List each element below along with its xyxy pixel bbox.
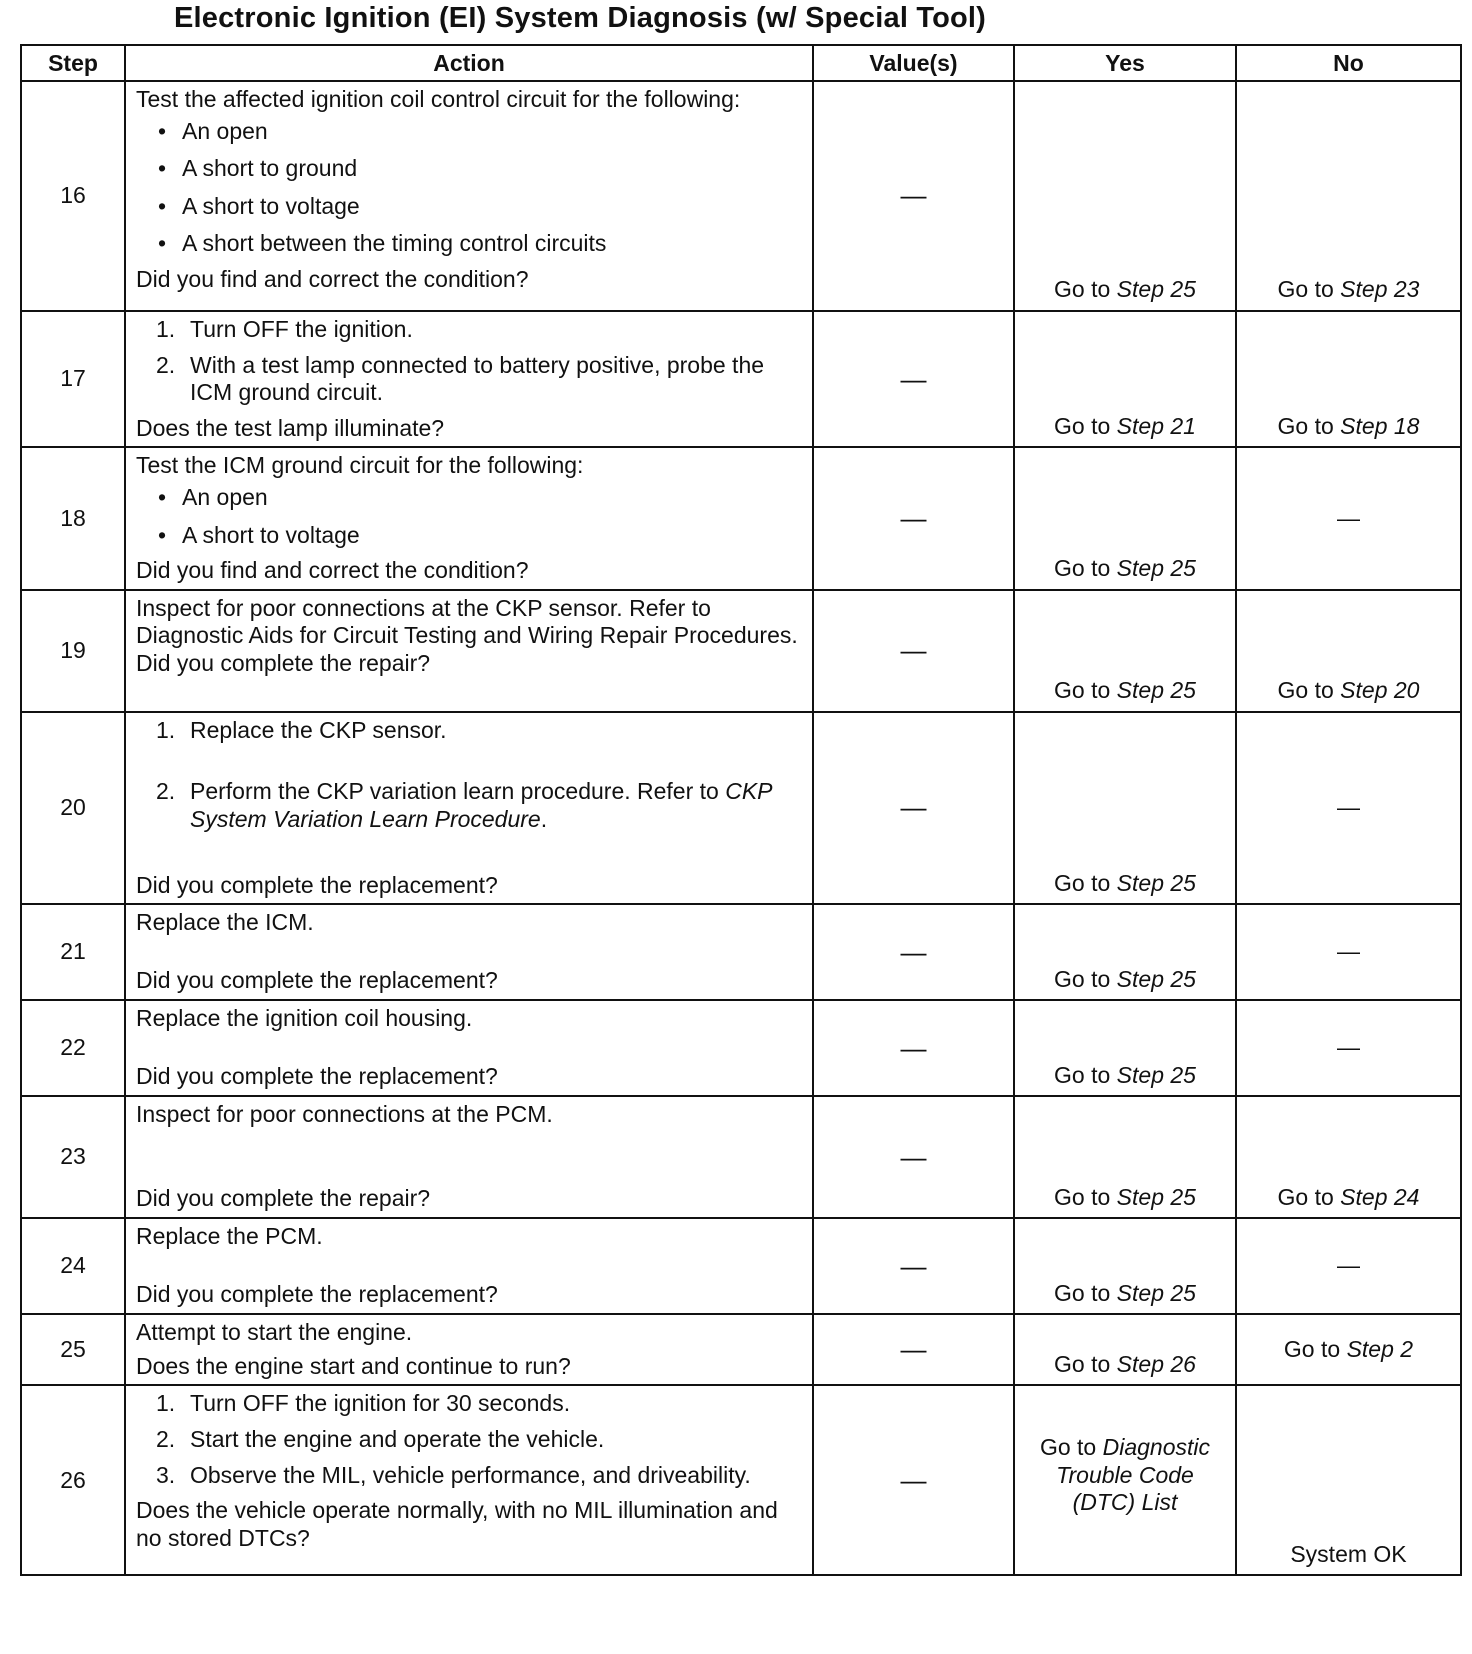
- step-ref: Step 25: [1116, 555, 1196, 582]
- step-number: 18: [21, 447, 125, 589]
- step-ref: Step 23: [1340, 276, 1420, 303]
- action-intro: Replace the ICM.: [136, 909, 314, 936]
- list-item: 2. Start the engine and operate the vehicle.: [156, 1425, 605, 1452]
- action-cell: [125, 311, 813, 447]
- action-question: Did you complete the replacement?: [136, 966, 498, 993]
- table-row: [21, 1385, 1461, 1575]
- yes-cell: [1014, 1314, 1236, 1385]
- step-number: 25: [21, 1314, 125, 1385]
- step-ref: Step 18: [1340, 412, 1420, 439]
- action-cell: [125, 1000, 813, 1096]
- yes-cell: [1014, 904, 1236, 1000]
- action-intro: Replace the ignition coil housing.: [136, 1005, 473, 1032]
- header-step: Step: [21, 45, 125, 81]
- goto-label: Go to: [1054, 1350, 1111, 1377]
- list-item-text: Start the engine and operate the vehicle.: [190, 1425, 605, 1452]
- no-cell: [1236, 1218, 1461, 1314]
- action-question: Did you complete the repair?: [136, 1184, 431, 1211]
- step-number: 16: [21, 81, 125, 311]
- action-cell: [125, 1096, 813, 1218]
- action-question: Does the test lamp illuminate?: [136, 414, 445, 441]
- procedure-list: [136, 316, 802, 407]
- step-ref: Step 25: [1116, 965, 1196, 992]
- goto-label: Go to: [1054, 965, 1111, 992]
- list-item-text: Turn OFF the ignition for 30 seconds.: [190, 1390, 571, 1417]
- action-question: Did you complete the replacement?: [136, 1280, 498, 1307]
- action-cell: [125, 1314, 813, 1385]
- goto-label: Go to: [1283, 1335, 1341, 1362]
- yes-cell: [1014, 81, 1236, 311]
- goto-label: Go to: [1277, 276, 1334, 303]
- step-ref: Step 25: [1116, 1061, 1196, 1088]
- list-item: • An open: [158, 118, 802, 146]
- list-item: • A short to ground: [158, 155, 802, 183]
- action-intro: Inspect for poor connections at the CKP sensor. Refer to Diagnostic Aids for Circuit Testing and Wiring Repair Procedures.: [136, 594, 798, 649]
- list-item: 2. With a test lamp connected to battery positive, probe the ICM ground circuit.: [156, 351, 765, 406]
- step-ref: Step 25: [1116, 677, 1196, 704]
- step-ref: Step 26: [1116, 1350, 1196, 1377]
- no-cell: [1236, 1314, 1461, 1385]
- action-question: Did you complete the replacement?: [136, 871, 498, 898]
- value-dash: —: [900, 1334, 927, 1365]
- table-row: [21, 712, 1461, 904]
- action-cell: [125, 1385, 813, 1575]
- procedure-list: [136, 717, 802, 834]
- no-cell: [1236, 1385, 1461, 1575]
- value-cell: [813, 81, 1014, 311]
- value-cell: [813, 712, 1014, 904]
- no-cell: [1236, 904, 1461, 1000]
- goto-label: Go to: [1054, 1061, 1111, 1088]
- yes-cell: [1014, 1096, 1236, 1218]
- goto-label: Go to: [1039, 1433, 1097, 1460]
- yes-cell: [1014, 712, 1236, 904]
- value-dash: —: [1337, 1252, 1360, 1279]
- action-question: Does the engine start and continue to run?: [136, 1352, 571, 1379]
- value-cell: [813, 590, 1014, 712]
- list-item: 2. Perform the CKP variation learn procedure. Refer to CKP System Variation Learn Procedure.: [156, 778, 772, 832]
- value-dash: —: [900, 1464, 927, 1495]
- goto-label: Go to: [1054, 677, 1111, 704]
- condition-list: [136, 484, 802, 549]
- action-question: Did you complete the repair?: [136, 649, 431, 676]
- action-cell: [125, 712, 813, 904]
- diagnosis-table: [20, 44, 1462, 1576]
- value-dash: —: [900, 363, 927, 394]
- yes-cell: [1014, 447, 1236, 589]
- list-item: 1. Turn OFF the ignition for 30 seconds.: [156, 1390, 571, 1417]
- yes-cell: [1014, 590, 1236, 712]
- step-number: 22: [21, 1000, 125, 1096]
- list-item-text: Perform the CKP variation learn procedure. Refer to: [190, 778, 719, 805]
- value-dash: —: [1337, 1034, 1360, 1061]
- action-intro: Test the affected ignition coil control circuit for the following:: [136, 86, 741, 112]
- step-ref: Step 24: [1340, 1183, 1420, 1210]
- table-row: [21, 1218, 1461, 1314]
- value-dash: —: [900, 1141, 927, 1172]
- list-item: 1. Turn OFF the ignition.: [156, 316, 413, 342]
- value-cell: [813, 904, 1014, 1000]
- goto-label: Go to: [1054, 1279, 1111, 1306]
- header-row: [21, 45, 1461, 81]
- table-row: [21, 447, 1461, 589]
- table-row: [21, 1314, 1461, 1385]
- no-cell: [1236, 1096, 1461, 1218]
- step-ref: Step 25: [1116, 1279, 1196, 1306]
- condition-list: [136, 118, 802, 258]
- value-dash: —: [900, 1250, 927, 1281]
- table-row: [21, 81, 1461, 311]
- header-no: No: [1236, 45, 1461, 81]
- value-cell: [813, 447, 1014, 589]
- goto-label: Go to: [1054, 412, 1111, 439]
- step-ref: Step 25: [1116, 869, 1196, 896]
- value-dash: —: [1337, 794, 1360, 821]
- step-number: 20: [21, 712, 125, 904]
- no-cell: [1236, 712, 1461, 904]
- table-row: [21, 904, 1461, 1000]
- step-number: 26: [21, 1385, 125, 1575]
- step-ref: Step 25: [1116, 276, 1196, 303]
- step-number: 21: [21, 904, 125, 1000]
- goto-label: Go to: [1054, 276, 1111, 303]
- list-item: • A short to voltage: [158, 522, 802, 550]
- list-item: • A short between the timing control circuits: [158, 230, 802, 258]
- list-item-text: Replace the CKP sensor.: [190, 716, 447, 743]
- step-number: 23: [21, 1096, 125, 1218]
- action-intro: Replace the PCM.: [136, 1223, 323, 1250]
- header-yes: Yes: [1014, 45, 1236, 81]
- list-item-text: Observe the MIL, vehicle performance, and driveability.: [190, 1461, 751, 1488]
- list-item: • An open: [158, 484, 802, 512]
- action-question: Did you complete the replacement?: [136, 1062, 498, 1089]
- value-cell: [813, 1314, 1014, 1385]
- step-number: 17: [21, 311, 125, 447]
- action-intro: Inspect for poor connections at the PCM.: [136, 1101, 553, 1128]
- dtc-list-reference: Diagnostic Trouble Code (DTC) List: [1056, 1433, 1211, 1516]
- value-dash: —: [900, 1032, 927, 1063]
- value-dash: —: [1337, 938, 1360, 965]
- yes-cell: [1014, 1000, 1236, 1096]
- value-cell: [813, 1385, 1014, 1575]
- action-question: Did you find and correct the condition?: [136, 557, 529, 584]
- page-title: Electronic Ignition (EI) System Diagnosis (w/ Special Tool): [173, 2, 987, 34]
- goto-label: Go to: [1277, 677, 1334, 704]
- action-cell: [125, 447, 813, 589]
- action-cell: [125, 904, 813, 1000]
- no-cell: [1236, 81, 1461, 311]
- list-item: • A short to voltage: [158, 193, 802, 221]
- yes-cell: [1014, 1385, 1236, 1575]
- value-dash: —: [900, 635, 927, 666]
- list-item: 3. Observe the MIL, vehicle performance, and driveability.: [156, 1461, 751, 1488]
- step-ref: Step 2: [1346, 1335, 1414, 1362]
- list-item-text: Turn OFF the ignition.: [190, 316, 413, 342]
- action-question: Does the vehicle operate normally, with no MIL illumination and no stored DTCs?: [136, 1497, 778, 1551]
- table-row: [21, 1096, 1461, 1218]
- table-row: [21, 1000, 1461, 1096]
- action-cell: [125, 590, 813, 712]
- value-dash: —: [900, 792, 927, 823]
- goto-label: Go to: [1054, 869, 1111, 896]
- step-number: 24: [21, 1218, 125, 1314]
- list-item: 1. Replace the CKP sensor.: [156, 716, 447, 743]
- value-dash: —: [1337, 504, 1360, 531]
- goto-label: Go to: [1277, 1183, 1334, 1210]
- step-ref: Step 20: [1340, 677, 1420, 704]
- value-cell: [813, 1218, 1014, 1314]
- goto-label: Go to: [1054, 1183, 1111, 1210]
- table-row: [21, 311, 1461, 447]
- value-cell: [813, 311, 1014, 447]
- no-cell: [1236, 447, 1461, 589]
- goto-label: Go to: [1277, 412, 1334, 439]
- no-cell: [1236, 311, 1461, 447]
- action-cell: [125, 1218, 813, 1314]
- value-dash: —: [900, 180, 927, 211]
- header-values: Value(s): [813, 45, 1014, 81]
- procedure-list: [136, 1390, 802, 1489]
- step-ref: Step 21: [1116, 412, 1196, 439]
- value-cell: [813, 1000, 1014, 1096]
- step-number: 19: [21, 590, 125, 712]
- no-cell: [1236, 590, 1461, 712]
- procedure-reference: CKP System Variation Learn Procedure: [190, 778, 772, 832]
- value-dash: —: [900, 502, 927, 533]
- list-item-text: With a test lamp connected to battery positive, probe the ICM ground circuit.: [190, 351, 765, 406]
- system-ok-text: System OK: [1290, 1540, 1407, 1567]
- header-action: Action: [125, 45, 813, 81]
- step-ref: Step 25: [1116, 1183, 1196, 1210]
- yes-cell: [1014, 311, 1236, 447]
- yes-cell: [1014, 1218, 1236, 1314]
- goto-label: Go to: [1054, 555, 1111, 582]
- no-cell: [1236, 1000, 1461, 1096]
- value-cell: [813, 1096, 1014, 1218]
- table-row: [21, 590, 1461, 712]
- action-intro: Test the ICM ground circuit for the following:: [136, 452, 584, 479]
- action-question: Did you find and correct the condition?: [136, 265, 529, 292]
- value-dash: —: [900, 936, 927, 967]
- action-intro: Attempt to start the engine.: [136, 1319, 413, 1346]
- action-cell: [125, 81, 813, 311]
